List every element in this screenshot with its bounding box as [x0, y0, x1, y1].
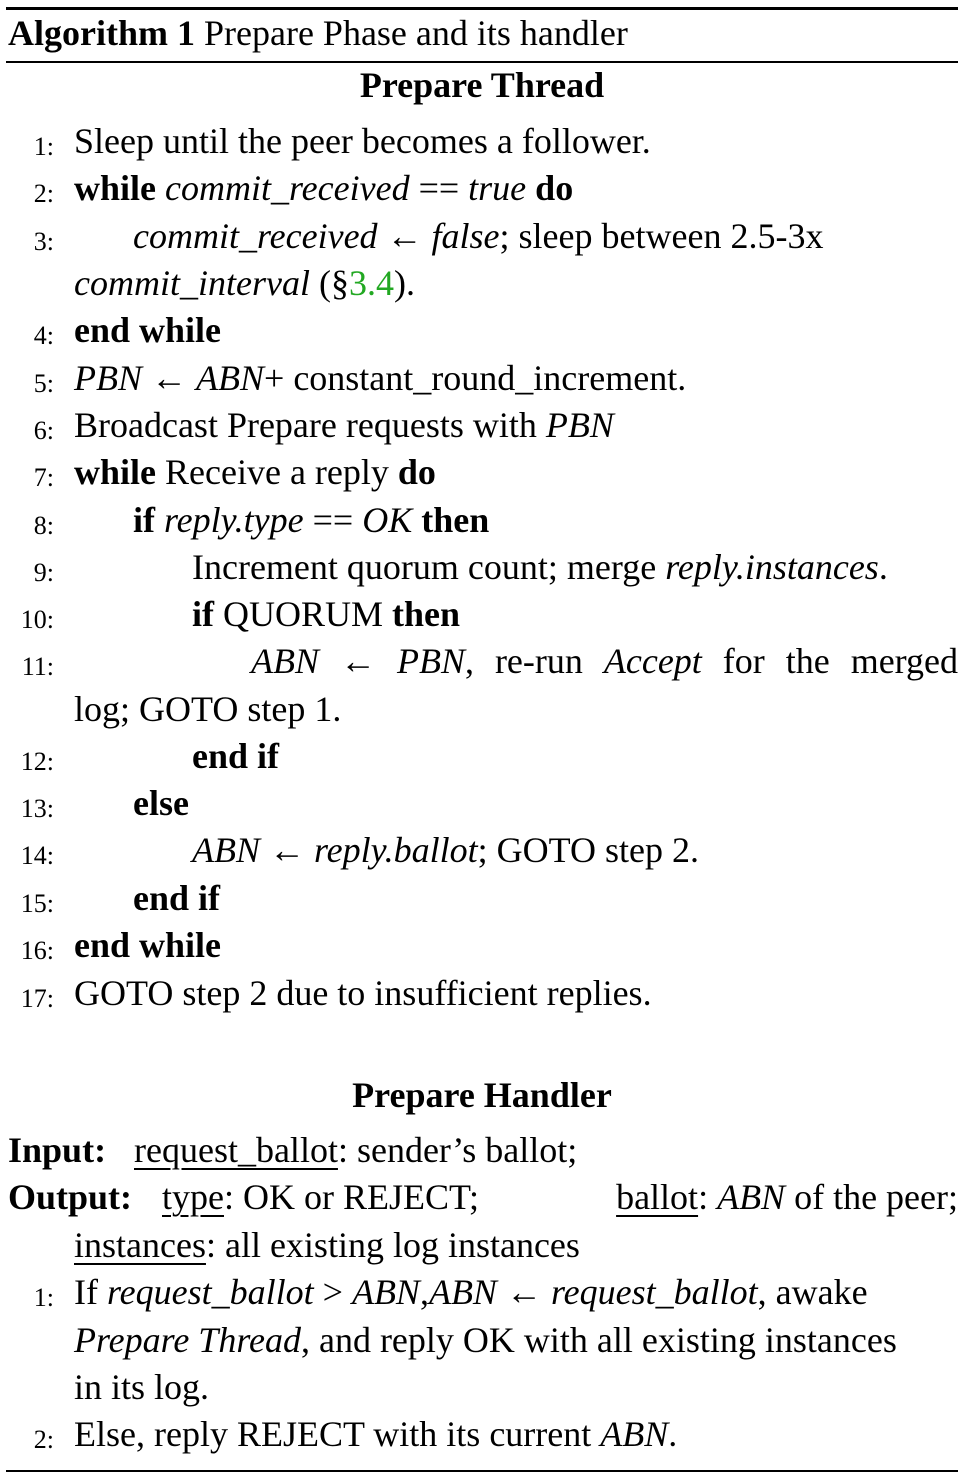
var-pbn: PBN — [545, 405, 614, 445]
line-number: 2: — [33, 179, 54, 208]
prepare-handler-title: Prepare Handler — [352, 1075, 612, 1115]
var-commit-received: commit_received — [133, 216, 378, 256]
var-abn: ABN — [717, 1177, 786, 1217]
output-instances: instances — [74, 1225, 206, 1265]
line-text: , and reply OK with all existing instances — [300, 1320, 897, 1360]
prepare-thread-title: Prepare Thread — [359, 65, 605, 105]
var-pbn: PBN — [396, 641, 465, 681]
line-text: GOTO step 2 due to insufficient replies. — [74, 973, 652, 1013]
line-text: Sleep until the peer becomes a follower. — [74, 121, 651, 161]
line-number: 15: — [20, 889, 54, 918]
period: . — [878, 547, 888, 587]
line-number: 13: — [20, 794, 54, 823]
arrow: ← — [386, 216, 423, 256]
algorithm-title: Prepare Phase and its handler — [203, 13, 628, 53]
input-desc: : sender’s ballot; — [337, 1130, 578, 1170]
operator: > — [313, 1272, 352, 1312]
section-close: ). — [393, 263, 415, 303]
line-number: 2: — [33, 1425, 54, 1454]
keyword-do: do — [397, 452, 436, 492]
line-text: constant_round_increment. — [284, 358, 687, 398]
line-number: 9: — [33, 558, 54, 587]
line-number: 11: — [21, 652, 54, 681]
var-request-ballot: request_ballot — [550, 1272, 758, 1312]
operator: == — [312, 500, 354, 540]
arrow: ← — [151, 358, 187, 398]
output-type: type — [162, 1177, 224, 1217]
line-number: 1: — [33, 132, 54, 161]
line-text: QUORUM — [214, 594, 393, 634]
keyword-end-while: end while — [74, 310, 222, 350]
line-number: 4: — [33, 321, 54, 350]
arrow: ← — [339, 641, 376, 681]
output-ballot-rest: of the peer; — [794, 1177, 958, 1217]
line-text: Receive a reply — [156, 452, 398, 492]
value-false: false — [431, 216, 500, 256]
caption-rule — [6, 61, 958, 63]
line-text: Increment quorum count; merge — [192, 547, 666, 587]
keyword-then: then — [392, 594, 461, 634]
var-abn: ABN — [192, 830, 260, 870]
line-text: for the merged — [701, 641, 958, 681]
value-ok: OK — [362, 500, 413, 540]
keyword-while: while — [74, 452, 157, 492]
line-number: 3: — [33, 227, 54, 256]
period: . — [668, 1414, 678, 1454]
line-number: 1: — [33, 1283, 54, 1312]
algorithm-label: Algorithm 1 — [8, 13, 195, 53]
operator: == — [418, 168, 460, 208]
var-request-ballot: request_ballot — [106, 1272, 314, 1312]
line-number: 6: — [33, 416, 54, 445]
section-ref-link[interactable]: 3.4 — [348, 263, 394, 303]
bottom-rule — [6, 1470, 958, 1472]
line-number: 10: — [20, 605, 54, 634]
line-text: Else, reply REJECT with its current — [74, 1414, 601, 1454]
value-true: true — [468, 168, 527, 208]
keyword-end-if: end if — [133, 878, 221, 918]
keyword-if: if — [133, 500, 155, 540]
comma: , — [419, 1272, 429, 1312]
output-instances-desc: : all existing log instances — [205, 1225, 580, 1265]
var-abn: ABN — [428, 1272, 497, 1312]
keyword-end-if: end if — [192, 736, 280, 776]
line-text: , re-run — [464, 641, 604, 681]
var-prepare-thread: Prepare Thread — [74, 1320, 301, 1360]
keyword-do: do — [535, 168, 574, 208]
var-abn: ABN — [196, 358, 264, 398]
keyword-else: else — [133, 783, 189, 823]
var-reply-instances: reply.instances — [665, 547, 879, 587]
var-abn: ABN — [251, 641, 319, 681]
output-type-desc: : OK or REJECT; — [223, 1177, 479, 1217]
line-number: 14: — [20, 841, 54, 870]
section-open: (§ — [309, 263, 349, 303]
arrow: ← — [269, 830, 305, 870]
output-ballot-desc: : — [698, 1177, 709, 1217]
var-reply-ballot: reply.ballot — [314, 830, 478, 870]
operator: + — [264, 358, 285, 398]
line-text: , awake — [757, 1272, 868, 1312]
var-abn: ABN — [600, 1414, 669, 1454]
var-reply-type: reply.type — [164, 500, 304, 540]
line-number: 5: — [33, 369, 54, 398]
line-number: 17: — [20, 984, 54, 1013]
line-number: 16: — [20, 936, 54, 965]
var-accept: Accept — [603, 641, 702, 681]
line-number: 7: — [33, 463, 54, 492]
line-text: ; sleep between 2.5-3x — [499, 216, 824, 256]
line-text: ; GOTO step 2. — [477, 830, 699, 870]
var-commit-received: commit_received — [165, 168, 410, 208]
var-commit-interval: commit_interval — [74, 263, 310, 303]
line-text: If — [74, 1272, 107, 1312]
line-text: log; GOTO step 1. — [74, 689, 342, 729]
line-text: Broadcast Prepare requests with — [74, 405, 546, 445]
input-param: request_ballot — [134, 1130, 338, 1170]
output-ballot: ballot — [616, 1177, 699, 1217]
line-text: in its log. — [74, 1367, 210, 1407]
keyword-end-while: end while — [74, 925, 222, 965]
var-abn: ABN — [351, 1272, 420, 1312]
top-rule — [6, 7, 958, 10]
line-number: 8: — [33, 511, 54, 540]
var-pbn: PBN — [74, 358, 142, 398]
line-number: 12: — [20, 747, 54, 776]
keyword-then: then — [421, 500, 490, 540]
arrow: ← — [496, 1272, 551, 1312]
input-label: Input: — [8, 1130, 107, 1170]
keyword-while: while — [74, 168, 157, 208]
output-label: Output: — [8, 1177, 133, 1217]
keyword-if: if — [192, 594, 214, 634]
